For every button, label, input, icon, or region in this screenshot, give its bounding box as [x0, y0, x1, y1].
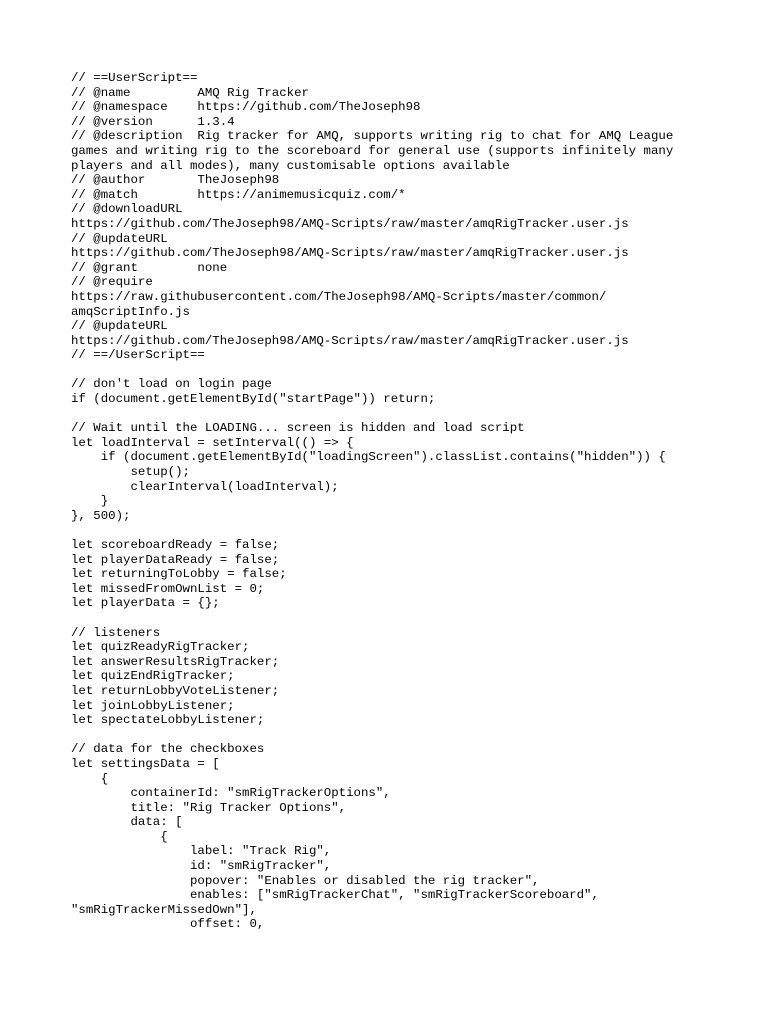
- code-line: // ==UserScript==: [71, 71, 198, 85]
- code-line: https://github.com/TheJoseph98/AMQ-Scripts/raw/master/amqRigTracker.user.js: [71, 333, 629, 348]
- code-line: [71, 523, 711, 538]
- code-line: let settingsData = [: [71, 756, 220, 771]
- code-line: if (document.getElementById("startPage")) return;: [71, 392, 436, 407]
- code-line: popover: "Enables or disabled the rig tracker",: [71, 873, 540, 888]
- code-line: // @author TheJoseph98: [71, 173, 280, 188]
- code-line: let quizReadyRigTracker;: [71, 640, 250, 655]
- code-line: games and writing rig to the scoreboard for general use (supports infinitely many: [71, 143, 674, 158]
- code-line: // Wait until the LOADING... screen is hidden and load script: [71, 421, 525, 436]
- code-line: }, 500);: [71, 508, 131, 523]
- code-line: // @grant none: [71, 260, 228, 275]
- code-line: // @updateURL: [71, 231, 168, 246]
- code-line: if (document.getElementById("loadingScreen").classList.contains("hidden")) {: [71, 450, 666, 465]
- code-line: [71, 407, 711, 422]
- code-line: setup();: [71, 465, 190, 480]
- code-line: id: "smRigTracker",: [71, 859, 332, 874]
- code-line: offset: 0,: [71, 917, 265, 932]
- code-line: let returningToLobby = false;: [71, 567, 287, 582]
- code-line: [71, 728, 711, 743]
- code-line: title: "Rig Tracker Options",: [71, 800, 347, 815]
- code-line: // @version 1.3.4: [71, 114, 235, 129]
- code-line: let playerDataReady = false;: [71, 552, 280, 567]
- code-line: let loadInterval = setInterval(() => {: [71, 435, 354, 450]
- code-line: {: [71, 771, 109, 786]
- code-line: {: [71, 829, 168, 844]
- code-line: label: "Track Rig",: [71, 844, 332, 859]
- code-line: // @namespace https://github.com/TheJoseph98: [71, 100, 421, 115]
- code-line: // don't load on login page: [71, 377, 272, 392]
- code-line: let answerResultsRigTracker;: [71, 654, 280, 669]
- code-line: // @match https://animemusicquiz.com/*: [71, 187, 406, 202]
- code-line: // @require: [71, 275, 153, 290]
- code-line: [71, 611, 711, 626]
- code-line: let quizEndRigTracker;: [71, 669, 235, 684]
- code-line: // @updateURL: [71, 319, 168, 334]
- code-line: let returnLobbyVoteListener;: [71, 683, 280, 698]
- code-line: // ==/UserScript==: [71, 348, 205, 363]
- code-document: [71, 71, 711, 932]
- code-line: // @downloadURL: [71, 202, 183, 217]
- code-line: let joinLobbyListener;: [71, 698, 235, 713]
- code-line: let scoreboardReady = false;: [71, 538, 280, 552]
- code-line: let missedFromOwnList = 0;: [71, 581, 265, 596]
- code-line: amqScriptInfo.js: [71, 304, 190, 319]
- code-line: }: [71, 494, 109, 509]
- code-line: containerId: "smRigTrackerOptions",: [71, 786, 391, 801]
- code-line: // listeners: [71, 625, 161, 640]
- code-line: players and all modes), many customisable options available: [71, 158, 510, 173]
- code-line: let playerData = {};: [71, 596, 220, 611]
- code-line: [71, 363, 711, 378]
- code-line: https://raw.githubusercontent.com/TheJoseph98/AMQ-Scripts/master/common/: [71, 289, 607, 304]
- code-line: https://github.com/TheJoseph98/AMQ-Scripts/raw/master/amqRigTracker.user.js: [71, 216, 629, 231]
- code-line: data: [: [71, 815, 183, 830]
- code-line: // @description Rig tracker for AMQ, supports writing rig to chat for AMQ League: [71, 129, 674, 144]
- code-line: // data for the checkboxes: [71, 742, 265, 757]
- code-line: "smRigTrackerMissedOwn"],: [71, 902, 257, 917]
- code-line: // @name AMQ Rig Tracker: [71, 85, 309, 100]
- code-line: let spectateLobbyListener;: [71, 713, 265, 728]
- code-line: enables: ["smRigTrackerChat", "smRigTrackerScoreboard",: [71, 888, 599, 903]
- code-line: https://github.com/TheJoseph98/AMQ-Scripts/raw/master/amqRigTracker.user.js: [71, 246, 629, 261]
- code-line: clearInterval(loadInterval);: [71, 479, 339, 494]
